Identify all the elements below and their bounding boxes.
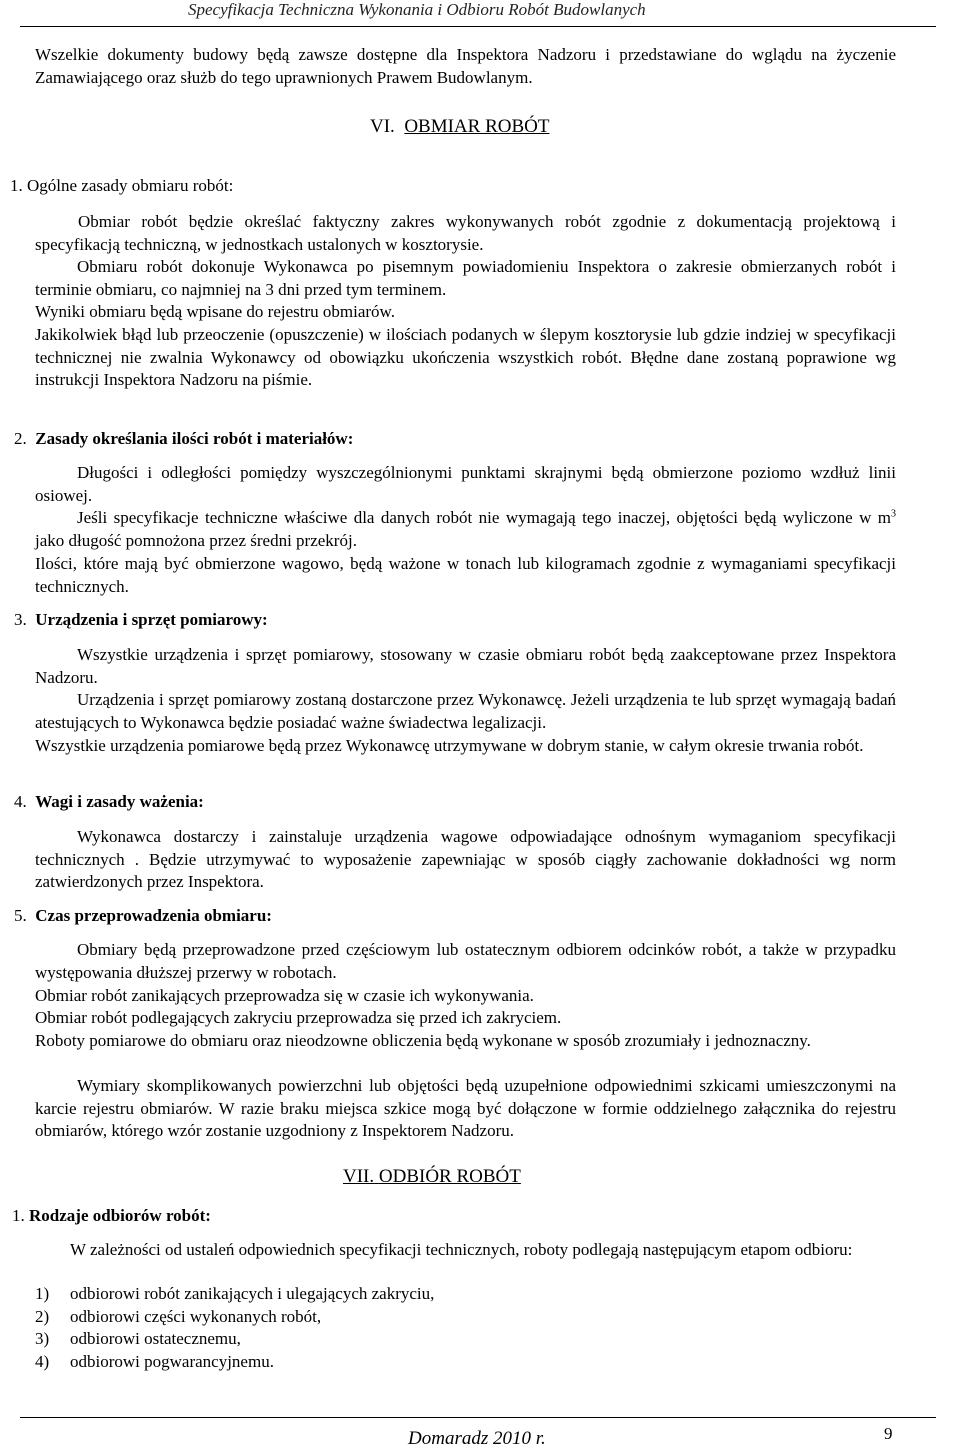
heading-text: Rodzaje odbiorów robót: — [29, 1206, 211, 1225]
heading-number: 1. — [12, 1206, 25, 1225]
intro-paragraph: Wszelkie dokumenty budowy będą zawsze dostępne dla Inspektora Nadzoru i przedstawiane do wglądu na życzenie Zamawiającego oraz służb do tego uprawnionych Prawem Budowlanym. — [35, 45, 896, 87]
heading-number: 1. — [10, 176, 23, 195]
list-number: 1) — [35, 1284, 50, 1303]
list-item — [35, 1307, 321, 1327]
paragraph: Jakikolwiek błąd lub przeoczenie (opuszczenie) w ilościach podanych w ślepym kosztorysie lub gdzie indziej w specyfikacji technicznej nie zwalnia Wykonawcy od obowiązku ukończenia wszystkich robót. Błędne dane zostaną poprawione wg instrukcji Inspektora Nadzoru na piśmie. — [35, 325, 896, 389]
paragraph: Urządzenia i sprzęt pomiarowy zostaną dostarczone przez Wykonawcę. Jeżeli urządzenia te lub sprzęt wymagają badań atestujących to Wykonawca będzie posiadać ważne świadectwa legalizacji. — [35, 690, 896, 732]
paragraph: Obmiaru robót dokonuje Wykonawca po pisemnym powiadomieniu Inspektora o zakresie obmierzanych robót i terminie obmiaru, co najmniej na 3 dni przed tym terminem. — [35, 257, 896, 299]
page-number: 9 — [884, 1424, 893, 1443]
heading-number: 4. — [14, 792, 27, 811]
list-text: odbiorowi pogwarancyjnemu. — [70, 1352, 274, 1371]
paragraph: Obmiar robót zanikających przeprowadza się w czasie ich wykonywania. — [35, 986, 534, 1005]
section-title-vii — [343, 1166, 521, 1188]
list-text: odbiorowi części wykonanych robót, — [70, 1307, 322, 1326]
paragraph: Wyniki obmiaru będą wpisane do rejestru obmiarów. — [35, 302, 395, 321]
list-number: 4) — [35, 1352, 50, 1371]
heading-text: Wagi i zasady ważenia: — [35, 792, 204, 811]
heading-number: 3. — [14, 610, 27, 629]
superscript: 3 — [891, 508, 896, 520]
subsection-heading-6-2 — [14, 429, 353, 449]
paragraph — [35, 507, 896, 552]
paragraph: Ilości, które mają być obmierzone wagowo, będą ważone w tonach lub kilogramach zgodnie z wymaganiami specyfikacji technicznych. — [35, 554, 896, 596]
paragraph: Długości i odległości pomiędzy wyszczególnionymi punktami skrajnymi będą obmierzone poziomo wzdłuż linii osiowej. — [35, 463, 896, 505]
heading-number: 5. — [14, 906, 27, 925]
section-title-vi — [370, 116, 549, 138]
paragraph: Wymiary skomplikowanych powierzchni lub objętości będą uzupełnione odpowiednimi szkicami umieszczonymi na karcie rejestru obmiarów. W razie braku miejsca szkice mogą być dołączone w formie oddzielnego załącznika do rejestru obmiarów, którego wzór zostanie uzgodniony z Inspektorem Nadzoru. — [35, 1076, 896, 1140]
running-header: Specyfikacja Techniczna Wykonania i Odbioru Robót Budowlanych — [188, 0, 646, 19]
text-run: Jeśli specyfikacje techniczne właściwe dla danych robót nie wymagają tego inaczej, objętości będą wyliczone w m — [77, 508, 891, 527]
section-title-text: ODBIÓR ROBÓT — [378, 1166, 521, 1187]
text-run: jako długość pomnożona przez średni przekrój. — [35, 530, 357, 550]
list-text: odbiorowi ostatecznemu, — [70, 1329, 241, 1348]
paragraph: Obmiar robót podlegających zakryciu przeprowadza się przed ich zakryciem. — [35, 1008, 562, 1027]
paragraph: Wykonawca dostarczy i zainstaluje urządzenia wagowe odpowiadające odnośnym wymaganiom specyfikacji technicznych . Będzie utrzymywać to wyposażenie zapewniając w sposób ciągły zachowanie dokładności wg norm zatwierdzonych przez Inspektora. — [35, 827, 896, 891]
section-number: VI. — [370, 116, 395, 137]
subsection-heading-6-3 — [14, 610, 268, 630]
paragraph: W zależności od ustaleń odpowiednich specyfikacji technicznych, roboty podlegają następującym etapom odbioru: — [70, 1240, 853, 1259]
heading-text: Ogólne zasady obmiaru robót: — [27, 176, 234, 195]
list-item — [35, 1329, 241, 1349]
heading-text: Urządzenia i sprzęt pomiarowy: — [35, 610, 268, 629]
subsection-heading-6-4 — [14, 792, 204, 812]
section-title-text: OBMIAR ROBÓT — [404, 116, 550, 137]
paragraph: Wszystkie urządzenia pomiarowe będą przez Wykonawcę utrzymywane w dobrym stanie, w całym okresie trwania robót. — [35, 736, 864, 755]
subsection-heading-7-1 — [12, 1206, 211, 1226]
paragraph: Roboty pomiarowe do obmiaru oraz nieodzowne obliczenia będą wykonane w sposób zrozumiały i jednoznaczny. — [35, 1031, 811, 1050]
list-number: 2) — [35, 1307, 50, 1326]
subsection-heading-6-5 — [14, 906, 272, 926]
footer-author: Domaradz 2010 r. — [408, 1428, 546, 1449]
footer-rule — [20, 1417, 936, 1418]
paragraph: Obmiar robót będzie określać faktyczny zakres wykonywanych robót zgodnie z dokumentacją projektową i specyfikacją techniczną, w jednostkach ustalonych w kosztorysie. — [35, 212, 896, 254]
list-number: 3) — [35, 1329, 50, 1348]
heading-text: Czas przeprowadzenia obmiaru: — [35, 906, 272, 925]
heading-text: Zasady określania ilości robót i materiałów: — [35, 429, 354, 448]
list-item — [35, 1284, 434, 1304]
header-rule — [20, 26, 936, 27]
paragraph: Obmiary będą przeprowadzone przed częściowym lub ostatecznym odbiorem odcinków robót, a także w przypadku występowania dłuższej przerwy w robotach. — [35, 940, 896, 982]
subsection-heading-6-1 — [10, 176, 233, 196]
section-number: VII. — [343, 1166, 375, 1187]
paragraph: Wszystkie urządzenia i sprzęt pomiarowy, stosowany w czasie obmiaru robót będą zaakceptowane przez Inspektora Nadzoru. — [35, 645, 896, 687]
list-text: odbiorowi robót zanikających i ulegających zakryciu, — [70, 1284, 435, 1303]
heading-number: 2. — [14, 429, 27, 448]
list-item — [35, 1352, 274, 1372]
